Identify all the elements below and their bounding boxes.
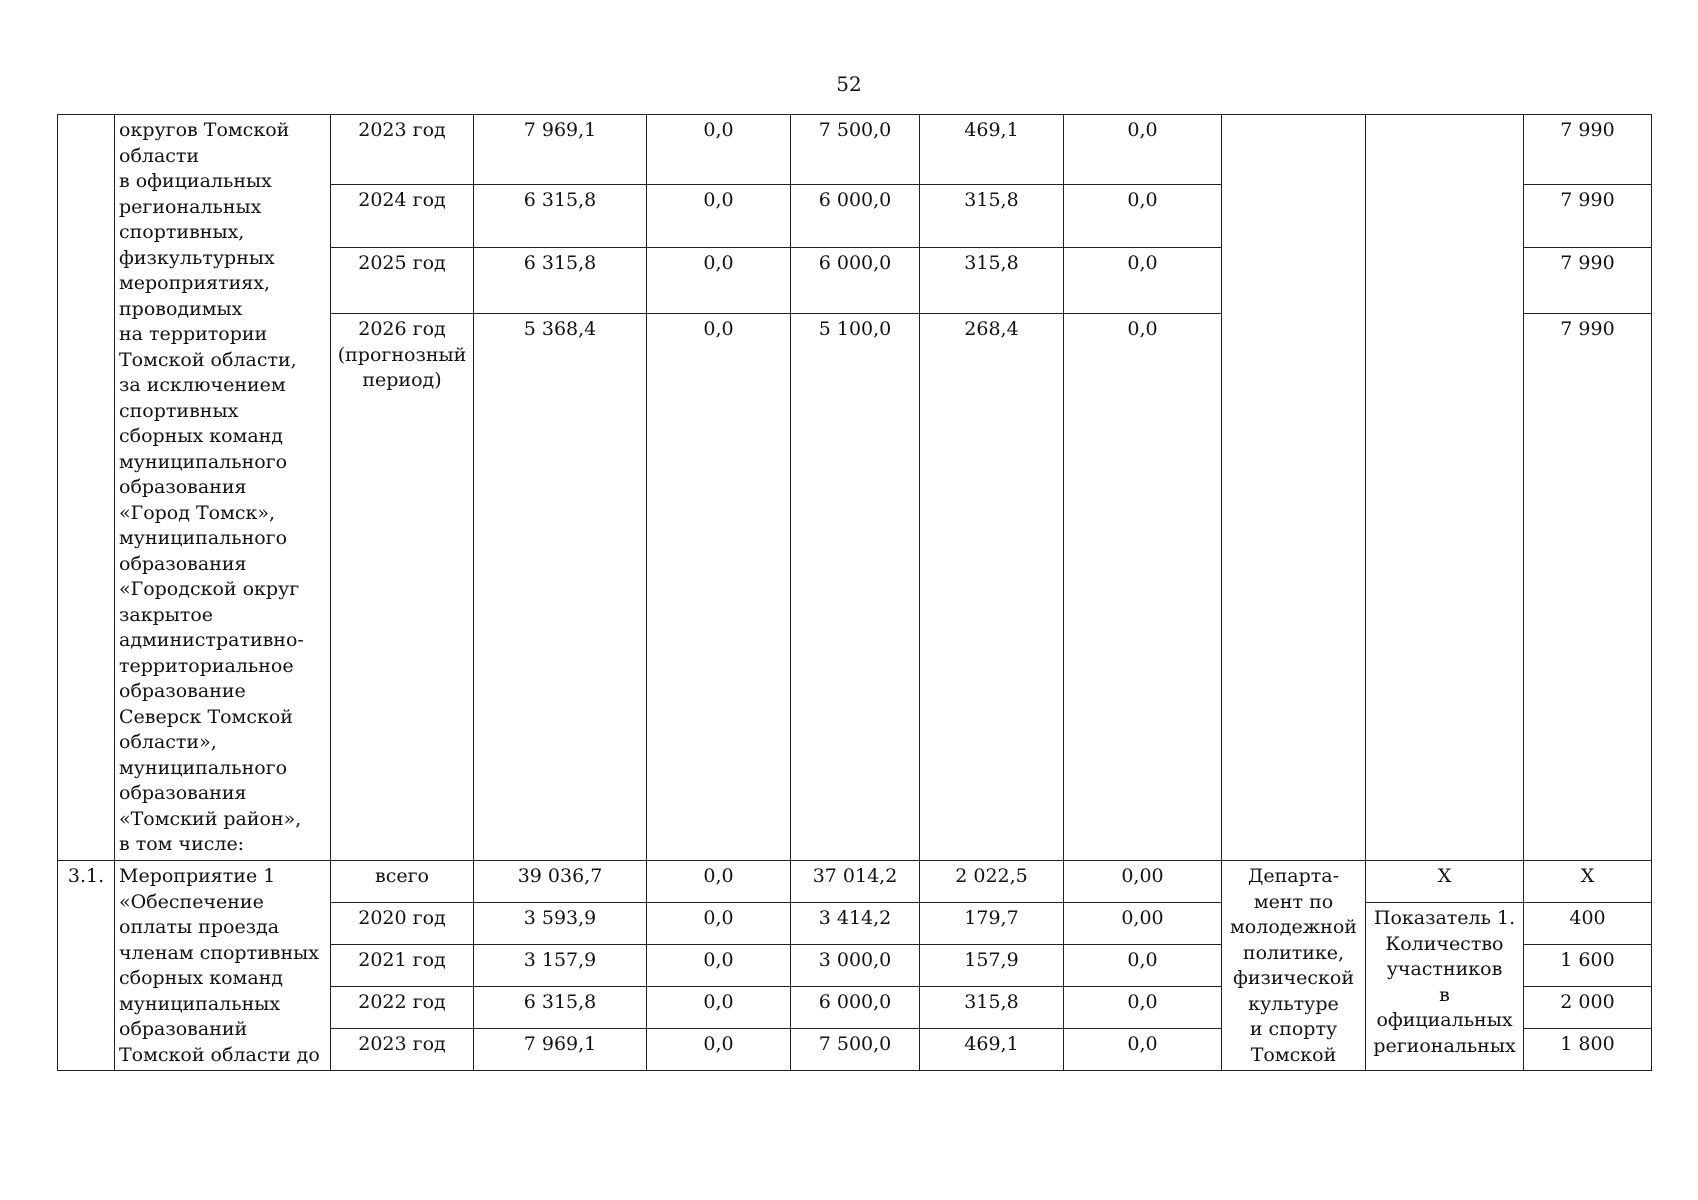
federal-cell: 0,0	[647, 861, 791, 903]
regional-cell: 3 414,2	[791, 903, 920, 945]
row-number-cell	[58, 115, 115, 861]
local-cell: 268,4	[920, 314, 1064, 861]
total-cell: 6 315,8	[474, 987, 647, 1029]
local-cell: 2 022,5	[920, 861, 1064, 903]
period-cell: 2023 год	[331, 115, 474, 185]
indicator-cell	[1366, 115, 1524, 861]
other-cell: 0,0	[1064, 987, 1222, 1029]
budget-table	[57, 114, 1652, 1071]
regional-cell: 5 100,0	[791, 314, 920, 861]
federal-cell: 0,0	[647, 987, 791, 1029]
local-cell: 315,8	[920, 987, 1064, 1029]
target-cell: 1 800	[1524, 1029, 1652, 1071]
local-cell: 469,1	[920, 115, 1064, 185]
table-row	[58, 115, 1652, 185]
target-cell: 7 990	[1524, 185, 1652, 248]
total-cell: 5 368,4	[474, 314, 647, 861]
local-cell: 179,7	[920, 903, 1064, 945]
local-cell: 315,8	[920, 185, 1064, 248]
target-cell: 7 990	[1524, 314, 1652, 861]
total-cell: 6 315,8	[474, 248, 647, 314]
target-cell: 7 990	[1524, 115, 1652, 185]
target-cell: Х	[1524, 861, 1652, 903]
regional-cell: 7 500,0	[791, 1029, 920, 1071]
period-cell: 2022 год	[331, 987, 474, 1029]
other-cell: 0,0	[1064, 185, 1222, 248]
target-cell: 2 000	[1524, 987, 1652, 1029]
local-cell: 157,9	[920, 945, 1064, 987]
row-number-cell: 3.1.	[58, 861, 115, 1071]
regional-cell: 6 000,0	[791, 185, 920, 248]
executor-cell	[1222, 115, 1366, 861]
regional-cell: 6 000,0	[791, 248, 920, 314]
period-cell: 2026 год (прогнозный период)	[331, 314, 474, 861]
period-cell: 2021 год	[331, 945, 474, 987]
period-cell: 2023 год	[331, 1029, 474, 1071]
indicator-cell: Х	[1366, 861, 1524, 903]
regional-cell: 37 014,2	[791, 861, 920, 903]
regional-cell: 6 000,0	[791, 987, 920, 1029]
activity-description: Мероприятие 1 «Обеспечение оплаты проезда членам спортивных сборных команд муниципальных образований Томской области до	[115, 861, 331, 1071]
target-cell: 400	[1524, 903, 1652, 945]
other-cell: 0,00	[1064, 861, 1222, 903]
total-cell: 6 315,8	[474, 185, 647, 248]
federal-cell: 0,0	[647, 1029, 791, 1071]
other-cell: 0,0	[1064, 945, 1222, 987]
other-cell: 0,00	[1064, 903, 1222, 945]
total-cell: 7 969,1	[474, 1029, 647, 1071]
other-cell: 0,0	[1064, 314, 1222, 861]
regional-cell: 3 000,0	[791, 945, 920, 987]
total-cell: 39 036,7	[474, 861, 647, 903]
activity-description: округов Томской области в официальных региональных спортивных, физкультурных мероприятиях, проводимых на территории Томской области, за исключением спортивных сборных команд муниципального образования «Город Томск», муниципального образования «Городской округ закрытое административно- территориальное образование Северск Томской области», муниципального образования «Томский район», в том числе:	[115, 115, 331, 861]
federal-cell: 0,0	[647, 903, 791, 945]
federal-cell: 0,0	[647, 314, 791, 861]
executor-cell: Департа- мент по молодежной политике, физической культуре и спорту Томской	[1222, 861, 1366, 1071]
page-number: 52	[836, 72, 862, 96]
indicator-cell: Показатель 1. Количество участников в официальных региональных	[1366, 903, 1524, 1071]
table-row	[58, 861, 1652, 903]
federal-cell: 0,0	[647, 115, 791, 185]
other-cell: 0,0	[1064, 1029, 1222, 1071]
local-cell: 469,1	[920, 1029, 1064, 1071]
total-cell: 3 593,9	[474, 903, 647, 945]
period-cell: 2020 год	[331, 903, 474, 945]
federal-cell: 0,0	[647, 248, 791, 314]
period-cell: всего	[331, 861, 474, 903]
target-cell: 1 600	[1524, 945, 1652, 987]
regional-cell: 7 500,0	[791, 115, 920, 185]
other-cell: 0,0	[1064, 248, 1222, 314]
other-cell: 0,0	[1064, 115, 1222, 185]
total-cell: 7 969,1	[474, 115, 647, 185]
target-cell: 7 990	[1524, 248, 1652, 314]
federal-cell: 0,0	[647, 185, 791, 248]
period-cell: 2025 год	[331, 248, 474, 314]
period-cell: 2024 год	[331, 185, 474, 248]
federal-cell: 0,0	[647, 945, 791, 987]
local-cell: 315,8	[920, 248, 1064, 314]
total-cell: 3 157,9	[474, 945, 647, 987]
